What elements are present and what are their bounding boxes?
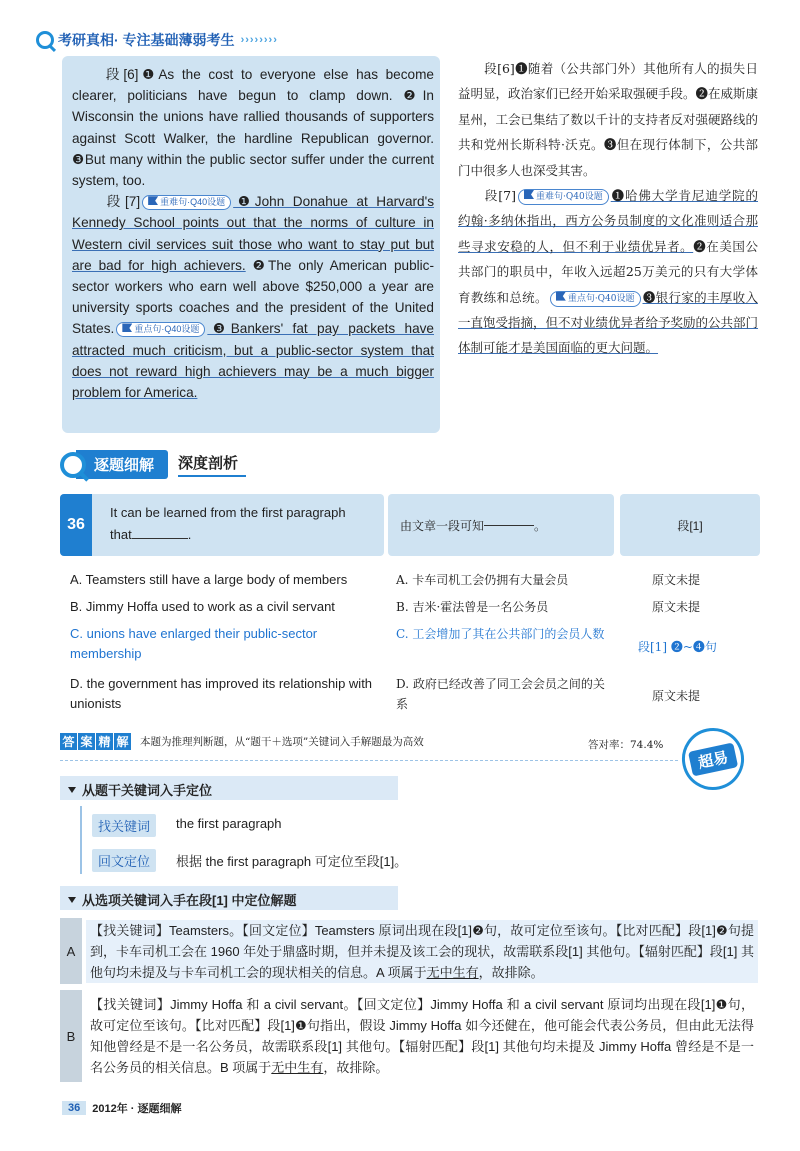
stem-end: . (187, 527, 192, 542)
explain-a-mark: 无中生有 (426, 965, 479, 980)
option-c-cn: C. 工会增加了其在公共部门的会员人数 (396, 627, 605, 641)
brand-title: 考研真相 (58, 32, 114, 48)
page-footer (62, 1100, 182, 1116)
explain-a-text (86, 920, 758, 983)
stem-line-1: It can be learned from the first paragraph (110, 505, 346, 520)
en-p6-text: ❶As the cost to everyone else has become clearer, politicians have begun to clamp down. ❷In Wisconsin the unions have rallied thousands of supporters against Scott Walker, the hardline Republican governor. ❸But many within the public sector suffer under the current system, too. (72, 67, 434, 189)
option-b-locate: 原文未提 (652, 600, 701, 614)
tag-label: 重难句·Q40设题 (160, 197, 226, 208)
option-c-en: C. unions have enlarged their public-sector membership (70, 626, 318, 661)
explain-a-end: ，故排除。 (478, 965, 544, 980)
stem-line-2: that (110, 527, 132, 542)
section-subtitle: 深度剖析 (178, 452, 246, 477)
question-locate: 段[1] (620, 494, 760, 556)
step-connector (80, 806, 82, 874)
cn-p7-sentence-3: ❸银行家的丰厚收入一直饱受指摘，但不对业绩优异者给予奖励的公共部门体制可能才是美国面临的更大问题。 (458, 289, 759, 356)
key-sentence-tag (518, 189, 609, 205)
tag-label: 重难句·Q40设题 (536, 192, 603, 203)
question-stem-cn (388, 494, 614, 556)
difficulty-label: 超易 (688, 742, 738, 776)
tag-label: 重点句·Q40设题 (567, 293, 635, 304)
en-p7-label: 段[7] (102, 194, 141, 210)
flag-icon (148, 196, 158, 205)
option-d-cn: D. 政府已经改善了同工会会员之间的关系 (396, 677, 605, 711)
find-keyword-label: 找关键词 (92, 814, 156, 837)
cn-p6-text: ❶随着（公共部门外）其他所有人的损失日益明显，政治家们已经开始采取强硬手段。❷在威斯康星州，工会已集结了数以千计的支持者反对强硬路线的共和党州长斯科特·沃克。❸但在现行体制下，公共部门中很多人也深受其害。 (458, 61, 759, 178)
english-passage (62, 56, 440, 433)
cn-p6-label: 段[6] (484, 61, 515, 76)
flag-icon (524, 190, 534, 199)
en-p7-sentence-1: ❶John Donahue at Harvard's Kennedy School points out that the norms of culture in Western civil services suit those who want to stay put but are bad for high achievers. (72, 194, 434, 273)
divider (60, 760, 678, 761)
option-d-en: D. the government has improved its relationship with unionists (70, 676, 373, 711)
option-c-locate: 段[1] ❷~❹句 (638, 640, 717, 654)
explain-b-letter: B (60, 990, 82, 1082)
answer-blank (484, 525, 534, 526)
locate-text: 根据 the first paragraph 可定位至段[1]。 (176, 854, 408, 869)
footer-text: 2012年 · 逐题细解 (92, 1103, 182, 1115)
cn-p7-label: 段[7] (484, 188, 516, 204)
answer-char: 案 (78, 733, 95, 750)
key-sentence-tag (142, 195, 231, 210)
step-1-title: 从题干关键词入手定位 (68, 780, 212, 799)
option-b-en: B. Jimmy Hoffa used to work as a civil servant (70, 599, 335, 614)
explain-a-letter: A (60, 918, 82, 984)
en-p7-sentence-3: ❸Bankers' fat pay packets have attracted much criticism, but a public-sector system that does not reward high achievers may be a much bigger problem for America. (72, 321, 434, 401)
flag-icon (556, 292, 566, 301)
en-paragraph-7 (72, 191, 434, 403)
option-b-cn: B. 吉米·霍法曾是一名公务员 (396, 600, 549, 614)
question-stem (110, 502, 380, 546)
cn-paragraph-7 (458, 183, 758, 361)
chevron-arrows-icon: ›››››››› (240, 34, 278, 46)
en-p6-label: 段[6] (102, 67, 139, 82)
step-2-title: 从选项关键词入手在段[1] 中定位解题 (68, 890, 297, 909)
cn-p7-sentence-1: ❶哈佛大学肯尼迪学院的约翰·多纳休指出，西方公务员制度的文化准则适合那些寻求安稳的人，但不利于业绩优异者。 (458, 188, 758, 254)
explain-b-body: 【找关键词】Jimmy Hoffa 和 a civil servant。【回文定位】Jimmy Hoffa 和 a civil servant 原词均出现在段[1]❶句，故可定位至该句。【比对匹配】段[1]❶句指出，假设 Jimmy Hoffa 如今还健在，他可能会代表公务员，但由此无法得知他曾经是不是一名公务员，故需联系段[1] 其他句。【辐射匹配】段[1] 其他句均未提及 Jimmy Hoffa 曾经是不是一名公务员的相关信息。B 项属于 (90, 997, 754, 1075)
page-number: 36 (62, 1101, 86, 1115)
option-a-en: A. Teamsters still have a large body of members (70, 572, 348, 587)
answer-char: 精 (96, 733, 113, 750)
correct-rate: 答对率：74.4% (588, 739, 664, 751)
option-a-locate: 原文未提 (652, 573, 701, 587)
option-a-cn: A. 卡车司机工会仍拥有大量会员 (396, 573, 569, 587)
flag-icon (122, 323, 132, 332)
en-paragraph-6 (72, 64, 434, 191)
stem-cn-text: 由文章一段可知 (400, 518, 485, 533)
explain-a-body: 【找关键词】Teamsters。【回文定位】Teamsters 原词出现在段[1]❷句，故可定位至该句。【比对匹配】段[1]❷句提到，卡车司机工会在 1960 年处于鼎盛时期，但并未提及该工会的现状，故需联系段[1] 其他句。【辐射匹配】段[1] 其他句均未提及与卡车司机工会的现状相关的信息。A 项属于 (90, 923, 754, 980)
cn-paragraph-6 (458, 56, 758, 183)
answer-analysis-bar (60, 733, 424, 750)
question-type-note: 本题为推理判断题，从“题干＋选项”关键词入手解题最为高效 (140, 736, 424, 748)
difficulty-badge (676, 722, 750, 796)
magnifier-icon (36, 31, 54, 49)
brand-subtitle: · 专注基础薄弱考生 (114, 32, 235, 48)
find-keyword-text: the first paragraph (176, 816, 282, 831)
magnifier-icon (60, 452, 86, 478)
tag-label: 重点句·Q40设题 (134, 324, 200, 335)
chinese-passage (458, 56, 758, 361)
section-header (60, 450, 246, 479)
en-p7-sentence-2: ❷The only American public-sector workers who earn well above $250,000 a year are university sports coaches and the president of the United States. (72, 257, 434, 337)
question-number: 36 (60, 494, 92, 556)
stem-cn-end: 。 (534, 518, 547, 533)
answer-char: 答 (60, 733, 77, 750)
answer-blank (132, 538, 188, 539)
section-title: 逐题细解 (76, 450, 168, 479)
locate-label: 回文定位 (92, 849, 156, 872)
key-sentence-tag (550, 291, 641, 307)
explain-b-mark: 无中生有 (271, 1060, 324, 1075)
explain-b-text (86, 994, 758, 1078)
cn-p7-sentence-2: ❷在美国公共部门的职员中，年收入远超25万美元的只有大学体育教练和总统。 (458, 238, 758, 305)
key-sentence-tag (116, 322, 205, 337)
option-d-locate: 原文未提 (652, 689, 701, 703)
answer-char: 解 (114, 733, 131, 750)
page-header (36, 30, 278, 50)
explain-b-end: ，故排除。 (323, 1060, 389, 1075)
